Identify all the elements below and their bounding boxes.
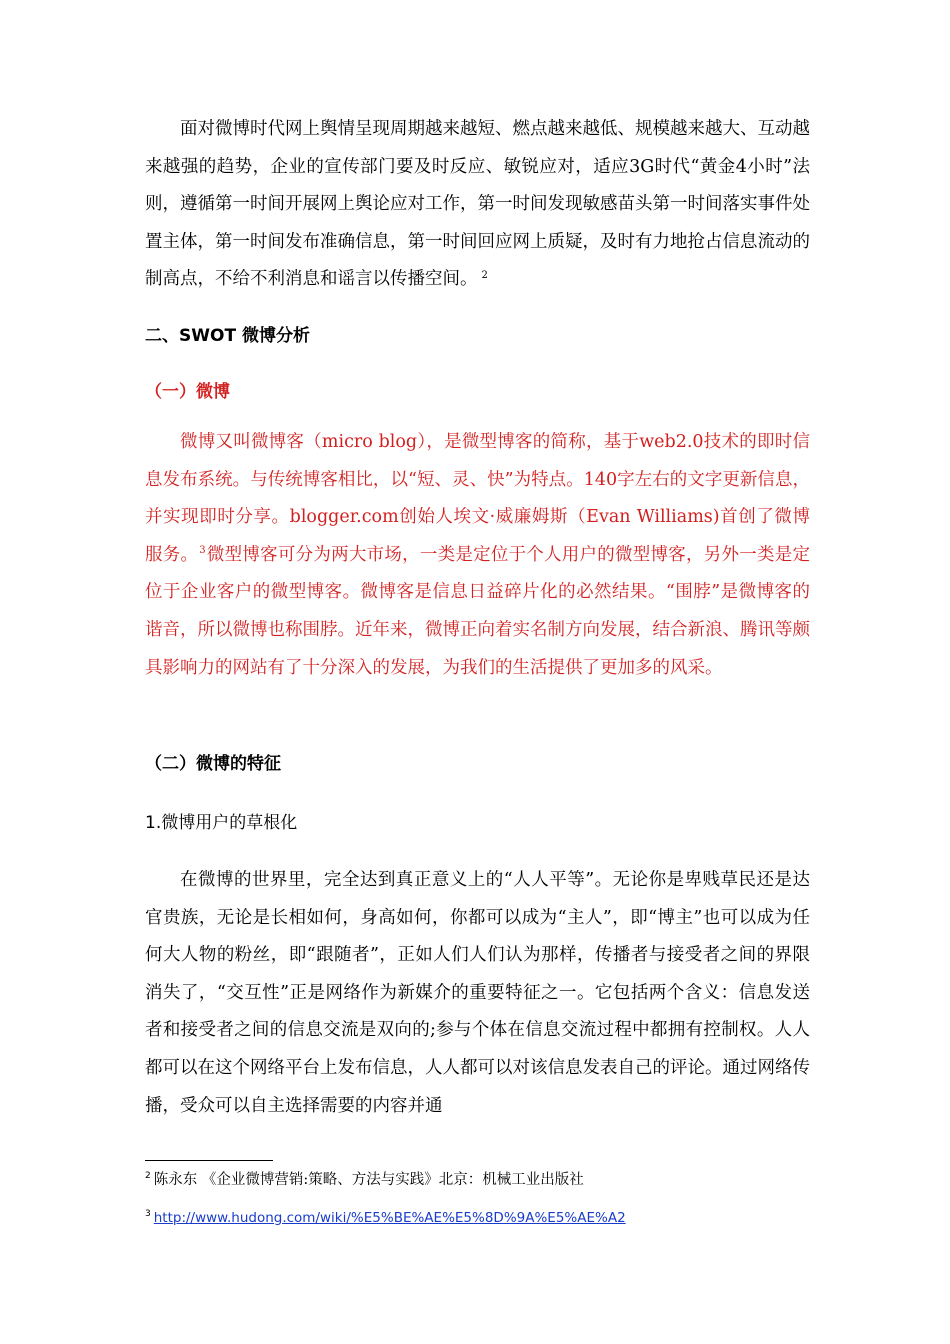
intro-text: 面对微博时代网上舆情呈现周期越来越短、燃点越来越低、规模越来越大、互动越来越强的趋势，企业的宣传部门要及时反应、敏锐应对，适应3G时代“黄金4小时”法则，遵循第一时间开展网上舆论应对工作，第一时间发现敏感苗头第一时间落实事件处置主体，第一时间发布准确信息，第一时间回应网上质疑，及时有力地抢占信息流动的制高点，不给不利消息和谣言以传播空间。 [145,119,810,290]
weibo-definition-paragraph [145,424,810,687]
footnote-ref-2[interactable]: 2 [481,269,488,281]
footnote-3 [145,1210,626,1226]
footnote-3-link[interactable]: http://www.hudong.com/wiki/%E5%BE%AE%E5%8D%9A%E5%AE%A2 [153,1210,626,1226]
subheading-weibo: （一）微博 [145,382,230,402]
item-heading-grassroots: 1.微博用户的草根化 [145,813,298,833]
weibo-definition-text-2: 微型博客可分为两大市场，一类是定位于个人用户的微型博客，另外一类是定位于企业客户的微型博客。微博客是信息日益碎片化的必然结果。“围脖”是微博客的谐音，所以微博也称围脖。近年来，微博正向着实名制方向发展，结合新浪、腾讯等颇具影响力的网站有了十分深入的发展，为我们的生活提供了更加多的风采。 [145,544,811,678]
footnote-2 [145,1168,584,1189]
footnote-ref-3[interactable]: 3 [199,544,206,556]
footnote-2-number: 2 [145,1171,151,1182]
footnote-2-text: 陈永东 《企业微博营销:策略、方法与实践》北京：机械工业出版社 [153,1172,584,1188]
grassroots-paragraph: 在微博的世界里，完全达到真正意义上的“人人平等”。无论你是卑贱草民还是达官贵族，无论是长相如何，身高如何，你都可以成为“主人”，即“博主”也可以成为任何大人物的粉丝，即“跟随者”，正如人们人们认为那样，传播者与接受者之间的界限消失了，“交互性”正是网络作为新媒介的重要特征之一。它包括两个含义：信息发送者和接受者之间的信息交流是双向的;参与个体在信息交流过程中都拥有控制权。人人都可以在这个网络平台上发布信息，人人都可以对该信息发表自己的评论。通过网络传播，受众可以自主选择需要的内容并通 [145,870,810,1116]
section-heading-swot: 二、SWOT 微博分析 [145,326,310,346]
footnote-separator [145,1160,273,1161]
intro-paragraph [145,111,810,299]
subheading-weibo-features: （二）微博的特征 [145,754,281,774]
footnote-3-number: 3 [145,1209,151,1220]
weibo-definition-text-1: 微博又叫微博客（micro blog），是微型博客的简称，基于web2.0技术的即时信息发布系统。与传统博客相比，以“短、灵、快”为特点。140字左右的文字更新信息，并实现即时分享。blogger.com创始人埃文·威廉姆斯（Evan Williams)首创了微博服务。 [145,432,810,565]
